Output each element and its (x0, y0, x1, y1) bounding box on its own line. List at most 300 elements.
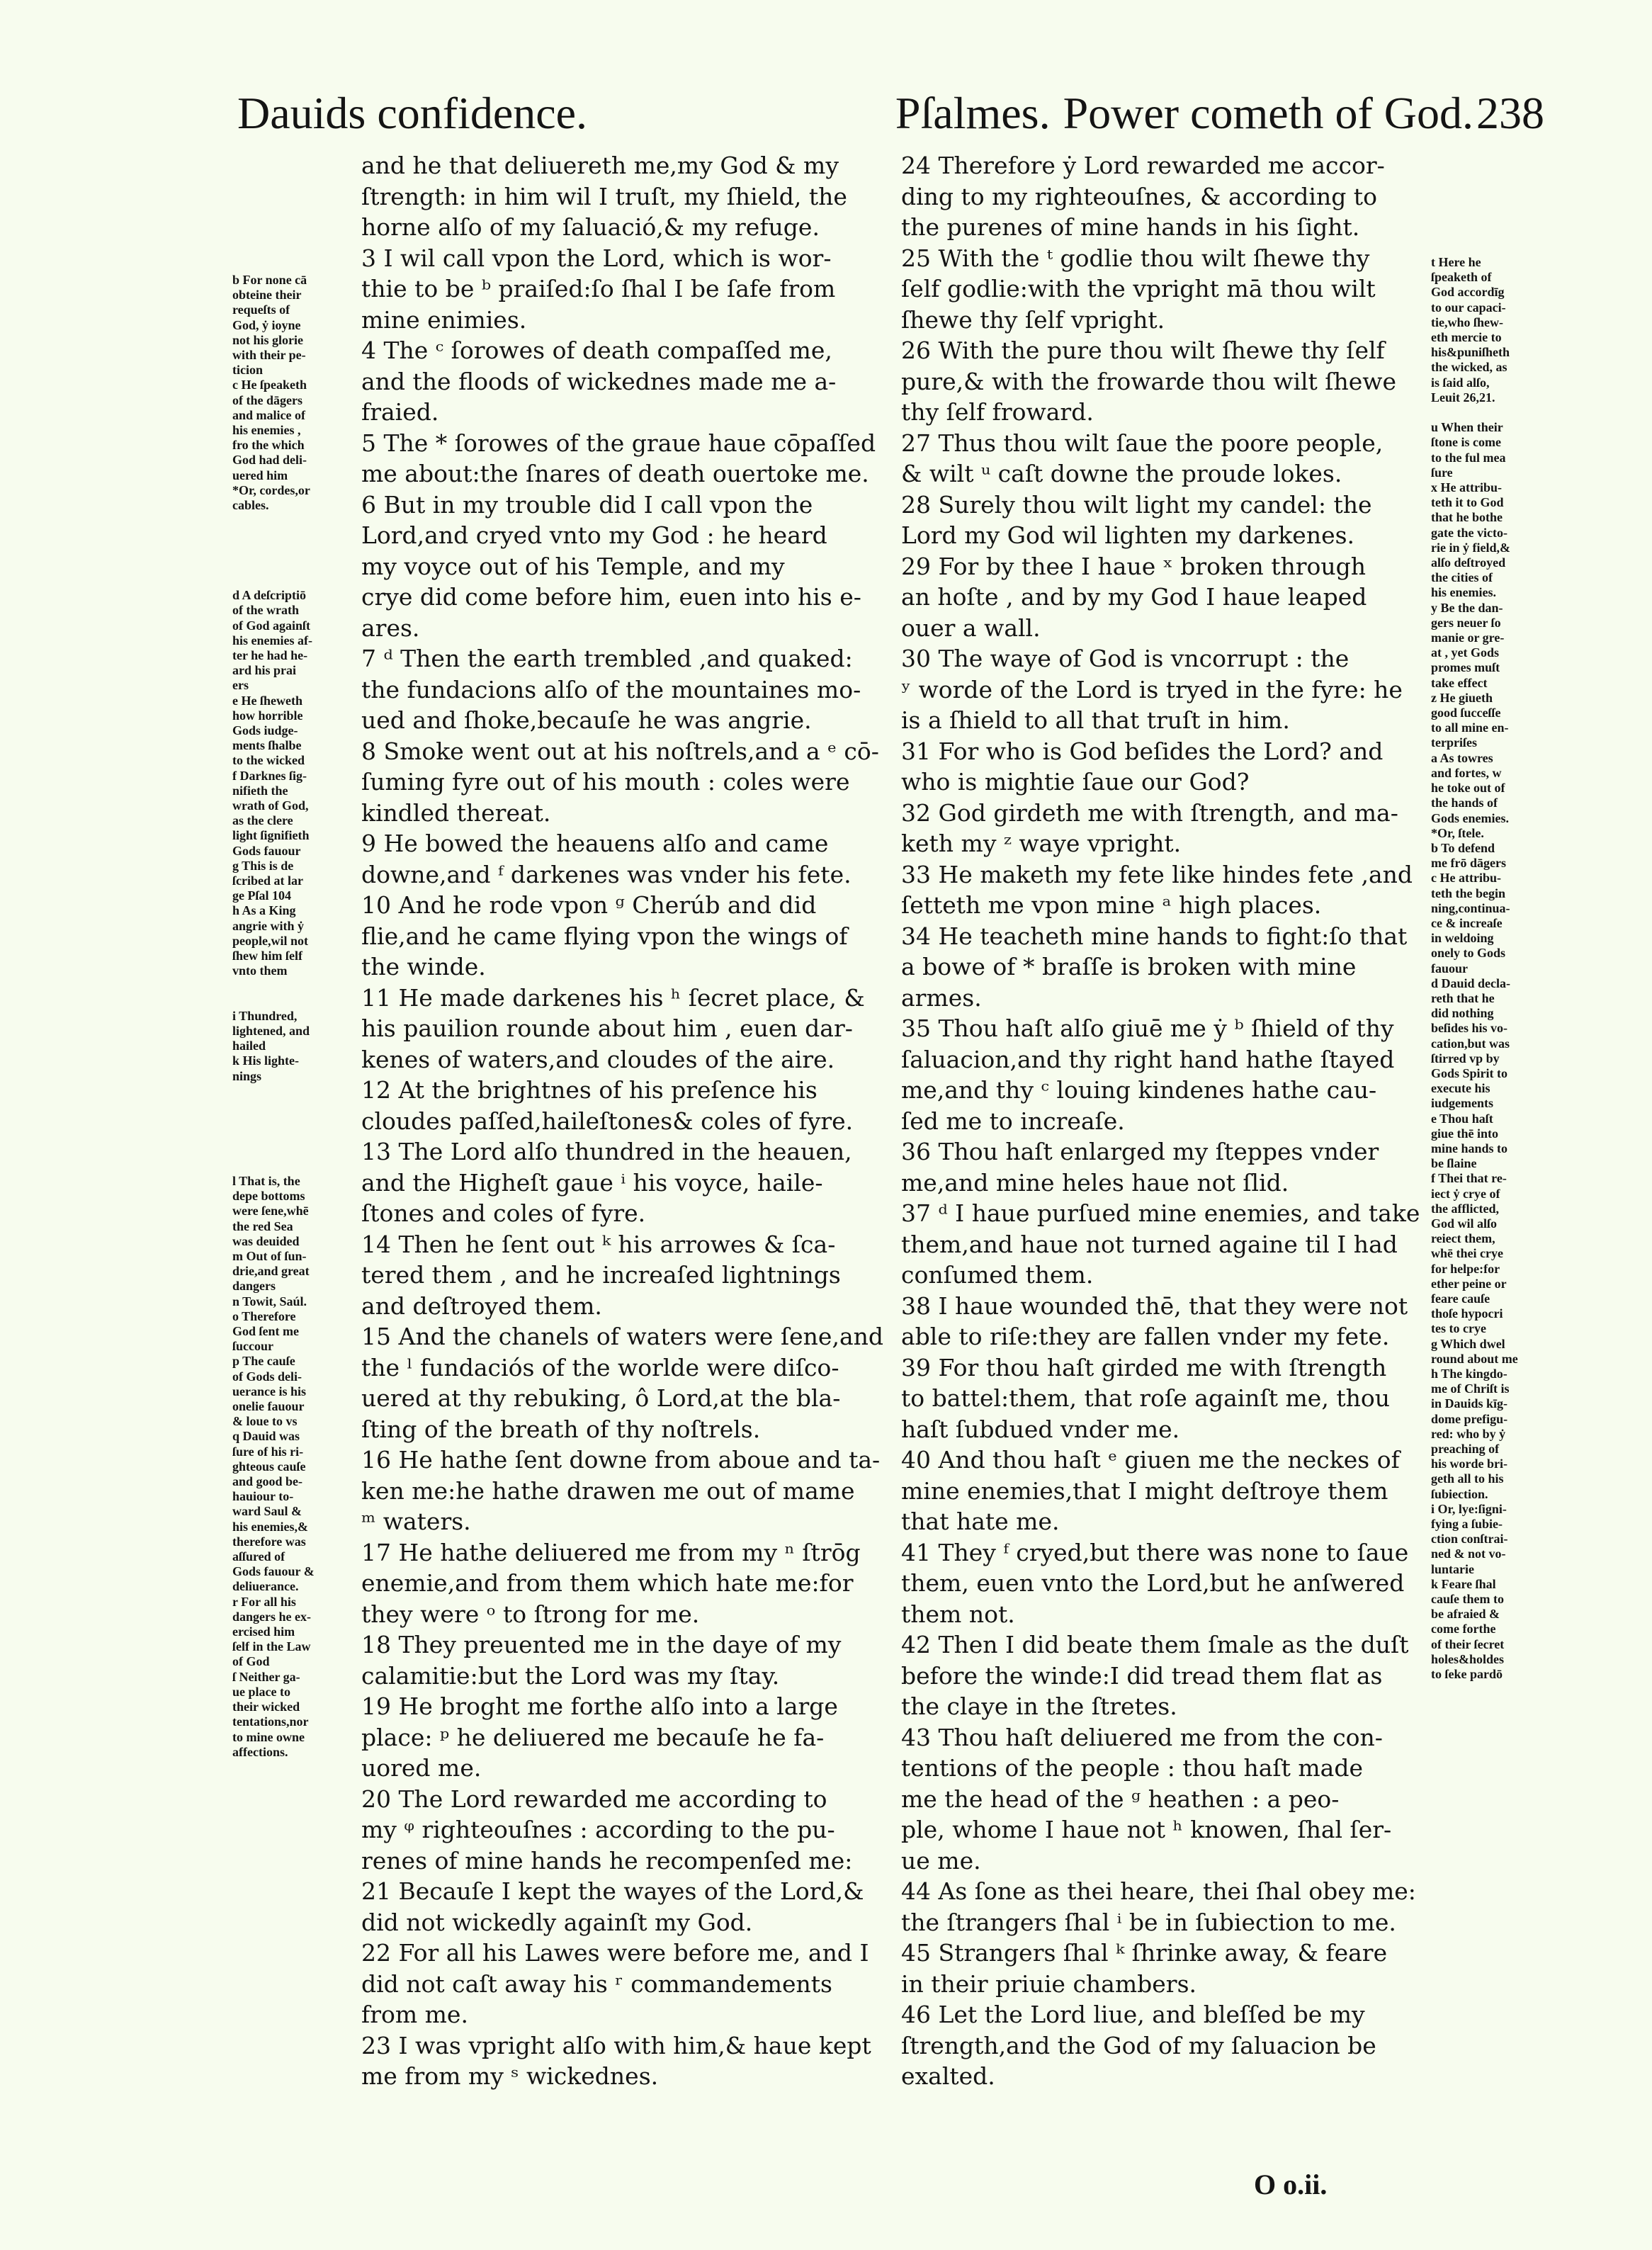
verse-line: and he that deliuereth me,my God & my (361, 152, 839, 179)
margin-gloss-line: of the dāgers (232, 392, 302, 407)
verse-line: 38 I haue wounded thē, that they were not (901, 1291, 1408, 1320)
verse-line: me about:the ſnares of death ouertoke me. (361, 460, 869, 487)
verse-line: 26 With the pure thou wilt ſhewe thy ſelf (901, 337, 1385, 364)
margin-gloss-line: Gods Spirit to (1431, 1065, 1508, 1080)
verse-line: 29 For by thee I haue ˣ broken through (901, 552, 1367, 580)
margin-gloss-line: to our capaci- (1431, 300, 1506, 315)
margin-gloss-line: of their ſecret (1431, 1636, 1505, 1651)
verse-line: & wilt ᵘ caſt downe the proude lokes. (901, 460, 1342, 487)
verse-line: 35 Thou haſt alſo giuē me ẏ ᵇ ſhield of thy (901, 1014, 1394, 1042)
verse-line: who is mightie ſaue our God? (901, 768, 1250, 796)
verse-line: ᵐ waters. (361, 1508, 471, 1535)
margin-gloss-line: onely to Gods (1431, 946, 1506, 961)
verse-line: 33 He maketh my fete like hindes fete ,and (901, 860, 1413, 888)
margin-gloss-line: l That is, the (232, 1173, 300, 1188)
verse-line: my voyce out of his Temple, and my (361, 552, 785, 580)
margin-gloss-line: of Gods deli- (232, 1369, 302, 1384)
margin-gloss-line (232, 1084, 370, 1099)
verse-line: from me. (361, 2001, 468, 2028)
margin-gloss-line: the red Sea (232, 1219, 293, 1233)
margin-gloss-line: teth the begin (1431, 886, 1505, 900)
running-header (237, 81, 1544, 145)
margin-gloss-line: God, ẏ ioyne (232, 317, 301, 332)
verse-line: a bowe of * braſſe is broken with mine (901, 953, 1357, 980)
verse-line: 4 The ᶜ ſorowes of death compaſſed me, (361, 337, 832, 364)
margin-gloss-line: and fortes, w (1431, 765, 1502, 780)
verse-line: and the Higheſt gaue ⁱ his voyce, haile- (361, 1168, 823, 1197)
verse-line: ſaluacion,and thy right hand hathe ſtayed (901, 1045, 1395, 1073)
verse-line: 14 Then he ſent out ᵏ his arrowes & ſca- (361, 1230, 836, 1258)
verse-line: and the floods of wickednes made me a- (361, 367, 837, 395)
margin-gloss-line: did nothing (1431, 1006, 1494, 1021)
verse-line: 20 The Lord rewarded me according to (361, 1785, 827, 1813)
margin-gloss-line: to ſeke pardō (1431, 1667, 1503, 1682)
margin-gloss-line (232, 1114, 370, 1129)
margin-gloss-line: he toke out of (1431, 781, 1505, 796)
margin-gloss-line: ercised him (232, 1624, 295, 1639)
margin-gloss-line: angrie with ẏ (232, 918, 304, 933)
margin-gloss-line: in weldoing (1431, 931, 1494, 946)
margin-gloss-line: fying a ſubie- (1431, 1517, 1503, 1532)
margin-gloss-line: reiect them, (1431, 1231, 1495, 1246)
margin-gloss-line: dangers he ex- (232, 1609, 311, 1624)
verse-line: fraied. (361, 398, 439, 426)
verse-line: in their priuie chambers. (901, 1969, 1196, 1998)
margin-gloss-line: were ſene,whē (232, 1204, 309, 1219)
margin-gloss-line: ſhew him ſelf (232, 949, 302, 963)
margin-gloss-line: Gods fauour & (232, 1564, 315, 1579)
margin-gloss-line: x He attribu- (1431, 480, 1502, 495)
margin-gloss-line: be ſlaine (1431, 1156, 1477, 1171)
margin-gloss-line: obteine their (232, 288, 302, 303)
margin-gloss-line: r For all his (232, 1594, 296, 1609)
verse-line: ſhewe thy ſelf vpright. (901, 305, 1165, 334)
margin-gloss-line: ether peine or (1431, 1276, 1507, 1291)
verse-line: pure,& with the frowarde thou wilt ſhewe (901, 367, 1397, 395)
margin-gloss-line: was deuided (232, 1233, 300, 1248)
margin-gloss-line: execute his (1431, 1081, 1490, 1096)
verse-line: 18 They preuented me in the daye of my (361, 1631, 842, 1658)
margin-gloss-line: drie,and great (232, 1264, 310, 1279)
margin-gloss-line: aſſured of (232, 1549, 285, 1564)
verse-line: tered them , and he increaſed lightnings (361, 1261, 841, 1289)
verse-line: ſtrength,and the God of my ſaluacion be (901, 2031, 1376, 2059)
margin-gloss-line: his enemies,& (232, 1519, 308, 1534)
margin-gloss-line (232, 1129, 370, 1143)
running-head-left: Dauids confidence. (237, 88, 588, 138)
margin-gloss-line: God wil alſo (1431, 1216, 1498, 1231)
margin-gloss-line: therefore was (232, 1534, 306, 1549)
margin-gloss-line: gate the victo- (1431, 525, 1507, 540)
verse-line: 7 ᵈ Then the earth trembled ,and quaked: (361, 645, 853, 672)
margin-gloss-line: me frō dāgers (1431, 856, 1506, 871)
margin-gloss-line: thoſe hypocri (1431, 1306, 1503, 1321)
margin-gloss-line: ning,continua- (1431, 900, 1510, 915)
margin-gloss-line: lightened, and (232, 1024, 310, 1039)
margin-gloss-line: hauiour to- (232, 1489, 294, 1504)
verse-line: place: ᵖ he deliuered me becauſe he fa- (361, 1723, 825, 1751)
margin-gloss-line: fro the which (232, 438, 305, 453)
verse-line: 45 Strangers ſhal ᵏ ſhrinke away, & feare (901, 1939, 1388, 1967)
margin-gloss-line: tes to crye (1431, 1321, 1486, 1336)
verse-line: kenes of waters,and cloudes of the aire. (361, 1045, 835, 1073)
verse-line: to battel:them, that roſe againſt me, thou (901, 1384, 1390, 1412)
margin-gloss-line: terpriſes (1431, 735, 1477, 750)
verse-line: 46 Let the Lord liue, and bleſſed be my (901, 2001, 1365, 2028)
margin-gloss-line (232, 573, 370, 588)
verse-line: uered at thy rebuking, ô Lord,at the bla- (361, 1384, 841, 1412)
verse-line: 39 For thou haſt girded me with ſtrength (901, 1353, 1387, 1381)
verse-line: ouer a wall. (901, 614, 1041, 642)
margin-gloss-line: depe bottoms (232, 1189, 305, 1204)
margin-gloss-line (1431, 405, 1562, 420)
margin-gloss-line: be afraied & (1431, 1607, 1500, 1622)
verse-line: 42 Then I did beate them ſmale as the duſt (901, 1631, 1409, 1658)
margin-gloss-line: that he bothe (1431, 510, 1503, 525)
margin-gloss-line: q Dauid was (232, 1429, 300, 1444)
margin-gloss-line: not his glorie (232, 332, 304, 347)
margin-gloss-line: f Darknes ſig- (232, 768, 307, 783)
margin-gloss-line: ſubiection. (1431, 1486, 1488, 1501)
margin-gloss-line: ned & not vo- (1431, 1547, 1506, 1561)
margin-gloss-line: round about me (1431, 1351, 1518, 1366)
margin-gloss-line: in Dauids kīg- (1431, 1396, 1508, 1411)
verse-line: enemie,and from them which hate me:for (361, 1569, 854, 1597)
running-head-book: Pſalmes. (895, 88, 1051, 138)
verse-line: flie,and he came flying vpon the wings of (361, 922, 848, 950)
margin-gloss-line: red: who by ẏ (1431, 1426, 1506, 1441)
margin-gloss-line: i Or, lye:ſigni- (1431, 1501, 1507, 1516)
margin-gloss-line: *Or, cordes,or (232, 482, 310, 497)
page-number: 238 (1476, 88, 1544, 138)
margin-gloss-line: luntarie (1431, 1561, 1474, 1576)
margin-gloss-line: whē thei crye (1431, 1246, 1503, 1261)
margin-gloss-line: ticion (232, 363, 263, 378)
margin-gloss-line: ſcribed at lar (232, 874, 303, 888)
verse-line: 28 Surely thou wilt light my candel: the (901, 490, 1372, 519)
verse-line: me,and mine heles haue not ſlid. (901, 1168, 1289, 1197)
margin-gloss-line: eth mercie to (1431, 330, 1502, 345)
verse-line: ſtrength: in him wil I truſt, my ſhield, the (361, 182, 847, 210)
margin-gloss-line: mine hands to (1431, 1141, 1508, 1155)
margin-gloss-line: iudgements (1431, 1096, 1494, 1111)
verse-line: 8 Smoke went out at his noſtrels,and a ᵉ cō- (361, 737, 879, 765)
margin-gloss-line: God had deli- (232, 453, 307, 468)
verse-line: the purenes of mine hands in his ſight. (901, 213, 1360, 241)
verse-line: is a ſhield to all that truſt in him. (901, 706, 1290, 734)
margin-gloss-line: p The cauſe (232, 1354, 295, 1369)
margin-gloss-line: as the clere (232, 813, 293, 828)
margin-gloss-line: of the wrath (232, 603, 299, 618)
margin-gloss-line: m Out of ſun- (232, 1249, 307, 1263)
margin-gloss-line: his enemies. (1431, 585, 1496, 600)
verse-line: and deſtroyed them. (361, 1291, 602, 1320)
main-text-right-column (901, 150, 1441, 2092)
margin-gloss-line: h As a King (232, 903, 296, 918)
verse-line: the ˡ fundaciós of the worlde were diſco- (361, 1353, 839, 1381)
verse-line: 24 Therefore ẏ Lord rewarded me accor- (901, 152, 1385, 179)
right-margin-glosses (1431, 255, 1562, 1682)
verse-line: 5 The * ſorowes of the graue haue cōpaſſed (361, 429, 876, 457)
verse-line: an hoſte , and by my God I haue leaped (901, 583, 1367, 611)
margin-gloss-line: b To defend (1431, 840, 1495, 855)
margin-gloss-line: reth that he (1431, 990, 1495, 1005)
margin-gloss-line: cables. (232, 498, 269, 513)
margin-gloss-line: the afflicted, (1431, 1201, 1499, 1216)
verse-line: ue me. (901, 1846, 981, 1875)
margin-gloss-line: g This is de (232, 858, 294, 873)
verse-line: uored me. (361, 1754, 482, 1782)
margin-gloss-line: is ſaid alſo, (1431, 375, 1490, 390)
margin-gloss-line (232, 1099, 370, 1114)
verse-line: 3 I wil call vpon the Lord, which is wor- (361, 244, 832, 272)
margin-gloss-line: g Which dwel (1431, 1336, 1505, 1351)
margin-gloss-line: ction conſtrai- (1431, 1532, 1508, 1547)
verse-line: 9 He bowed the heauens alſo and came (361, 830, 829, 857)
margin-gloss-line: to the ful mea (1431, 450, 1506, 465)
margin-gloss-line: deliuerance. (232, 1579, 299, 1594)
verse-line: ſting of the breath of thy noſtrels. (361, 1415, 761, 1443)
verse-line: able to riſe:they are fallen vnder my fete. (901, 1323, 1390, 1350)
verse-line: them,and haue not turned againe til I had (901, 1230, 1398, 1258)
margin-gloss-line: y Be the dan- (1431, 600, 1503, 615)
verse-line: the ſtrangers ſhal ⁱ be in ſubiection to me. (901, 1908, 1396, 1936)
main-text-left-column (361, 150, 900, 2092)
margin-gloss-line: tie,who ſhew- (1431, 315, 1503, 329)
margin-gloss-line: ſ Neither ga- (232, 1669, 300, 1684)
verse-line: 11 He made darkenes his ʰ ſecret place, & (361, 983, 865, 1012)
margin-gloss-line (232, 978, 370, 993)
margin-gloss-line: fauour (1431, 961, 1469, 976)
margin-gloss-line: light ſignifieth (232, 828, 310, 843)
margin-gloss-line: nifieth the (232, 783, 288, 798)
margin-gloss-line: ſure of his ri- (232, 1444, 304, 1459)
margin-gloss-line: d A deſcriptiō (232, 588, 307, 603)
margin-gloss-line: holes&holdes (1431, 1651, 1505, 1666)
margin-gloss-line: his&puniſheth (1431, 345, 1510, 360)
margin-gloss-line: *Or, ſtele. (1431, 825, 1484, 840)
margin-gloss-line (232, 994, 370, 1009)
verse-line: did not wickedly againſt my God. (361, 1908, 753, 1936)
verse-line: calamitie:but the Lord was my ſtay. (361, 1661, 780, 1690)
verse-line: ding to my righteouſnes, & according to (901, 182, 1377, 210)
margin-gloss-line: n Towit, Saúl. (232, 1294, 307, 1308)
verse-line: thie to be ᵇ praiſed:ſo ſhal I be ſafe from (361, 275, 836, 303)
margin-gloss-line: h The kingdo- (1431, 1367, 1507, 1381)
verse-line: them not. (901, 1600, 1015, 1628)
verse-line: that hate me. (901, 1508, 1060, 1535)
verse-line: 32 God girdeth me with ſtrength, and ma- (901, 798, 1398, 827)
margin-gloss-line: take effect (1431, 675, 1488, 690)
verse-line: Lord my God wil lighten my darkenes. (901, 521, 1355, 549)
margin-gloss-line: the cities of (1431, 570, 1493, 585)
margin-gloss-line: his enemies , (232, 423, 301, 438)
verse-line: the claye in the ſtretes. (901, 1692, 1177, 1720)
margin-gloss-line: to mine owne (232, 1729, 305, 1744)
margin-gloss-line (232, 513, 370, 528)
margin-gloss-line: giue thē into (1431, 1126, 1499, 1141)
margin-gloss-line: requeſts of (232, 303, 290, 317)
margin-gloss-line: k His lighte- (232, 1053, 300, 1068)
verse-line: 43 Thou haſt deliuered me from the con- (901, 1723, 1383, 1751)
margin-gloss-line: and malice of (232, 407, 305, 422)
margin-gloss-line: to the wicked (232, 753, 305, 768)
margin-gloss-line: gers neuer ſo (1431, 615, 1501, 630)
margin-gloss-line: people,wil not (232, 933, 309, 948)
margin-gloss-line: preaching of (1431, 1442, 1500, 1457)
margin-gloss-line: e Thou haſt (1431, 1111, 1493, 1126)
margin-gloss-line: ſtirred vp by (1431, 1051, 1500, 1065)
margin-gloss-line: ge Pſal 104 (232, 888, 291, 903)
margin-gloss-line: alſo deſtroyed (1431, 555, 1506, 570)
margin-gloss-line: vnto them (232, 963, 288, 978)
margin-gloss-line: their wicked (232, 1700, 300, 1714)
margin-gloss-line: tentations,nor (232, 1714, 309, 1729)
margin-gloss-line: Gods iudge- (232, 723, 298, 738)
margin-gloss-line: hailed (232, 1039, 266, 1053)
margin-gloss-line: uerance is his (232, 1384, 307, 1398)
verse-line: ʸ worde of the Lord is tryed in the fyre: he (901, 675, 1403, 703)
margin-gloss-line: t Here he (1431, 255, 1481, 269)
margin-gloss-line: dome prefigu- (1431, 1411, 1508, 1426)
margin-gloss-line: iect ẏ crye of (1431, 1186, 1500, 1201)
margin-gloss-line: ward Saul & (232, 1504, 302, 1519)
verse-line: 23 I was vpright alſo with him,& haue kept (361, 2031, 871, 2059)
verse-line: 13 The Lord alſo thundred in the heauen, (361, 1138, 852, 1165)
verse-line: me from my ˢ wickednes. (361, 2062, 659, 2090)
margin-gloss-line: ard his prai (232, 663, 297, 678)
verse-line: my ᵠ righteouſnes : according to the pu- (361, 1816, 835, 1843)
verse-line: me,and thy ᶜ louing kindenes hathe cau- (901, 1076, 1377, 1104)
verse-line: they were ᵒ to ſtrong for me. (361, 1600, 700, 1628)
margin-gloss-line: of God againſt (232, 618, 311, 633)
margin-gloss-line: to all mine en- (1431, 720, 1509, 735)
verse-line: 27 Thus thou wilt ſaue the poore people, (901, 429, 1384, 457)
verse-line: the fundacions alſo of the mountaines mo- (361, 675, 861, 703)
margin-gloss-line: & loue to vs (232, 1414, 298, 1429)
verse-line: downe,and ᶠ darkenes was vnder his fete. (361, 860, 852, 888)
margin-gloss-line: ments ſhalbe (232, 738, 302, 753)
verse-line: tentions of the people : thou haſt made (901, 1754, 1363, 1782)
margin-gloss-line (232, 528, 370, 543)
margin-gloss-line: for helpe:for (1431, 1261, 1500, 1276)
margin-gloss-line: teth it to God (1431, 495, 1504, 510)
verse-line: horne alſo of my ſaluació,& my refuge. (361, 213, 820, 241)
verse-line: keth my ᶻ waye vpright. (901, 830, 1182, 857)
verse-line: before the winde:I did tread them flat as (901, 1661, 1383, 1690)
margin-gloss-line: o Therefore (232, 1308, 296, 1323)
verse-line: them, euen vnto the Lord,but he anſwered (901, 1569, 1405, 1597)
verse-line: ſelf godlie:with the vpright mā thou wilt (901, 275, 1376, 303)
margin-gloss-line: promes muſt (1431, 660, 1500, 675)
verse-line: his pauilion rounde about him , euen dar- (361, 1014, 853, 1042)
verse-line: 17 He hathe deliuered me from my ⁿ ſtrōg (361, 1538, 861, 1566)
margin-gloss-line: ers (232, 678, 249, 693)
margin-gloss-line: Gods enemies. (1431, 810, 1509, 825)
margin-gloss-line: of God (232, 1654, 270, 1669)
margin-gloss-line: Leuit 26,21. (1431, 390, 1495, 405)
verse-line: 12 At the brightnes of his preſence his (361, 1076, 817, 1104)
margin-gloss-line: i Thundred, (232, 1008, 298, 1023)
margin-gloss-line (232, 1159, 370, 1174)
margin-gloss-line: me of Chriſt is (1431, 1381, 1510, 1396)
margin-gloss-line: onelie fauour (232, 1399, 305, 1414)
verse-line: 15 And the chanels of waters were ſene,and (361, 1323, 884, 1350)
verse-line: did not caſt away his ʳ commandements (361, 1969, 832, 1998)
left-margin-glosses (232, 273, 370, 1760)
margin-gloss-line: c He attribu- (1431, 871, 1501, 886)
verse-line: the winde. (361, 953, 486, 980)
margin-gloss-line: with their pe- (232, 348, 306, 363)
verse-line: haſt ſubdued vnder me. (901, 1415, 1180, 1443)
verse-line: 36 Thou haſt enlarged my ſteppes vnder (901, 1138, 1379, 1165)
verse-line: me the head of the ᵍ heathen : a peo- (901, 1785, 1340, 1813)
margin-gloss-line: and good be- (232, 1474, 303, 1489)
margin-gloss-line: ſtone is come (1431, 435, 1501, 450)
margin-gloss-line: geth all to his (1431, 1471, 1504, 1486)
verse-line: ple, whome I haue not ʰ knowen, ſhal ſer- (901, 1816, 1392, 1843)
margin-gloss-line: the wicked, as (1431, 360, 1507, 375)
verse-line: armes. (901, 983, 982, 1012)
margin-gloss-line: ſpeaketh of (1431, 270, 1492, 285)
verse-line: ken me:he hathe drawen me out of mame (361, 1476, 855, 1505)
verse-line: renes of mine hands he recompenſed me: (361, 1846, 853, 1875)
margin-gloss-line: rie in ẏ field,& (1431, 540, 1510, 555)
verse-line: 21 Becauſe I kept the wayes of the Lord,& (361, 1877, 864, 1905)
margin-gloss-line: wrath of God, (232, 798, 309, 813)
margin-gloss-line: k Feare ſhal (1431, 1576, 1496, 1591)
margin-gloss-line (232, 558, 370, 573)
running-head-right (883, 81, 1544, 145)
verse-line: ſed me to increaſe. (901, 1107, 1125, 1135)
margin-gloss-line: d Dauid decla- (1431, 976, 1511, 990)
verse-line: 30 The waye of God is vncorrupt : the (901, 645, 1350, 672)
margin-gloss-line: at , yet Gods (1431, 645, 1499, 660)
margin-gloss-line: e He ſheweth (232, 693, 302, 708)
margin-gloss-line: a As towres (1431, 750, 1493, 765)
margin-gloss-line: u When their (1431, 420, 1503, 435)
margin-gloss-line: z He giueth (1431, 690, 1493, 705)
verse-line: conſumed them. (901, 1261, 1094, 1289)
verse-line: ſtones and coles of fyre. (361, 1199, 646, 1227)
margin-gloss-line: cation,but was (1431, 1036, 1510, 1051)
verse-line: 22 For all his Lawes were before me, and I (361, 1939, 869, 1967)
margin-gloss-line: come forthe (1431, 1622, 1496, 1636)
margin-gloss-line: God accordīg (1431, 285, 1505, 300)
running-head-title: Power cometh of God. (1063, 88, 1473, 138)
margin-gloss-line (232, 1144, 370, 1159)
verse-line: 25 With the ᵗ godlie thou wilt ſhewe thy (901, 244, 1370, 272)
margin-gloss-line: the hands of (1431, 796, 1498, 810)
verse-line: 10 And he rode vpon ᵍ Cherúb and did (361, 891, 817, 919)
margin-gloss-line: Gods fauour (232, 843, 301, 858)
margin-gloss-line: b For none cā (232, 273, 307, 287)
margin-gloss-line: good ſucceſſe (1431, 706, 1501, 720)
margin-gloss-line: ce & increaſe (1431, 915, 1503, 930)
margin-gloss-line: feare cauſe (1431, 1291, 1490, 1306)
verse-line: crye did come before him, euen into his e- (361, 583, 861, 611)
margin-gloss-line: cauſe them to (1431, 1592, 1504, 1607)
verse-line: Lord,and cryed vnto my God : he heard (361, 521, 827, 549)
margin-gloss-line: ue place to (232, 1684, 290, 1699)
margin-gloss-line: affections. (232, 1744, 288, 1759)
margin-gloss-line: ſure (1431, 465, 1453, 480)
margin-gloss-line: beſides his vo- (1431, 1021, 1508, 1036)
verse-line: 16 He hathe ſent downe from aboue and ta- (361, 1446, 881, 1474)
verse-line: ſuming fyre out of his mouth : coles were (361, 768, 850, 796)
margin-gloss-line: God ſent me (232, 1324, 299, 1339)
verse-line: mine enimies. (361, 305, 527, 334)
